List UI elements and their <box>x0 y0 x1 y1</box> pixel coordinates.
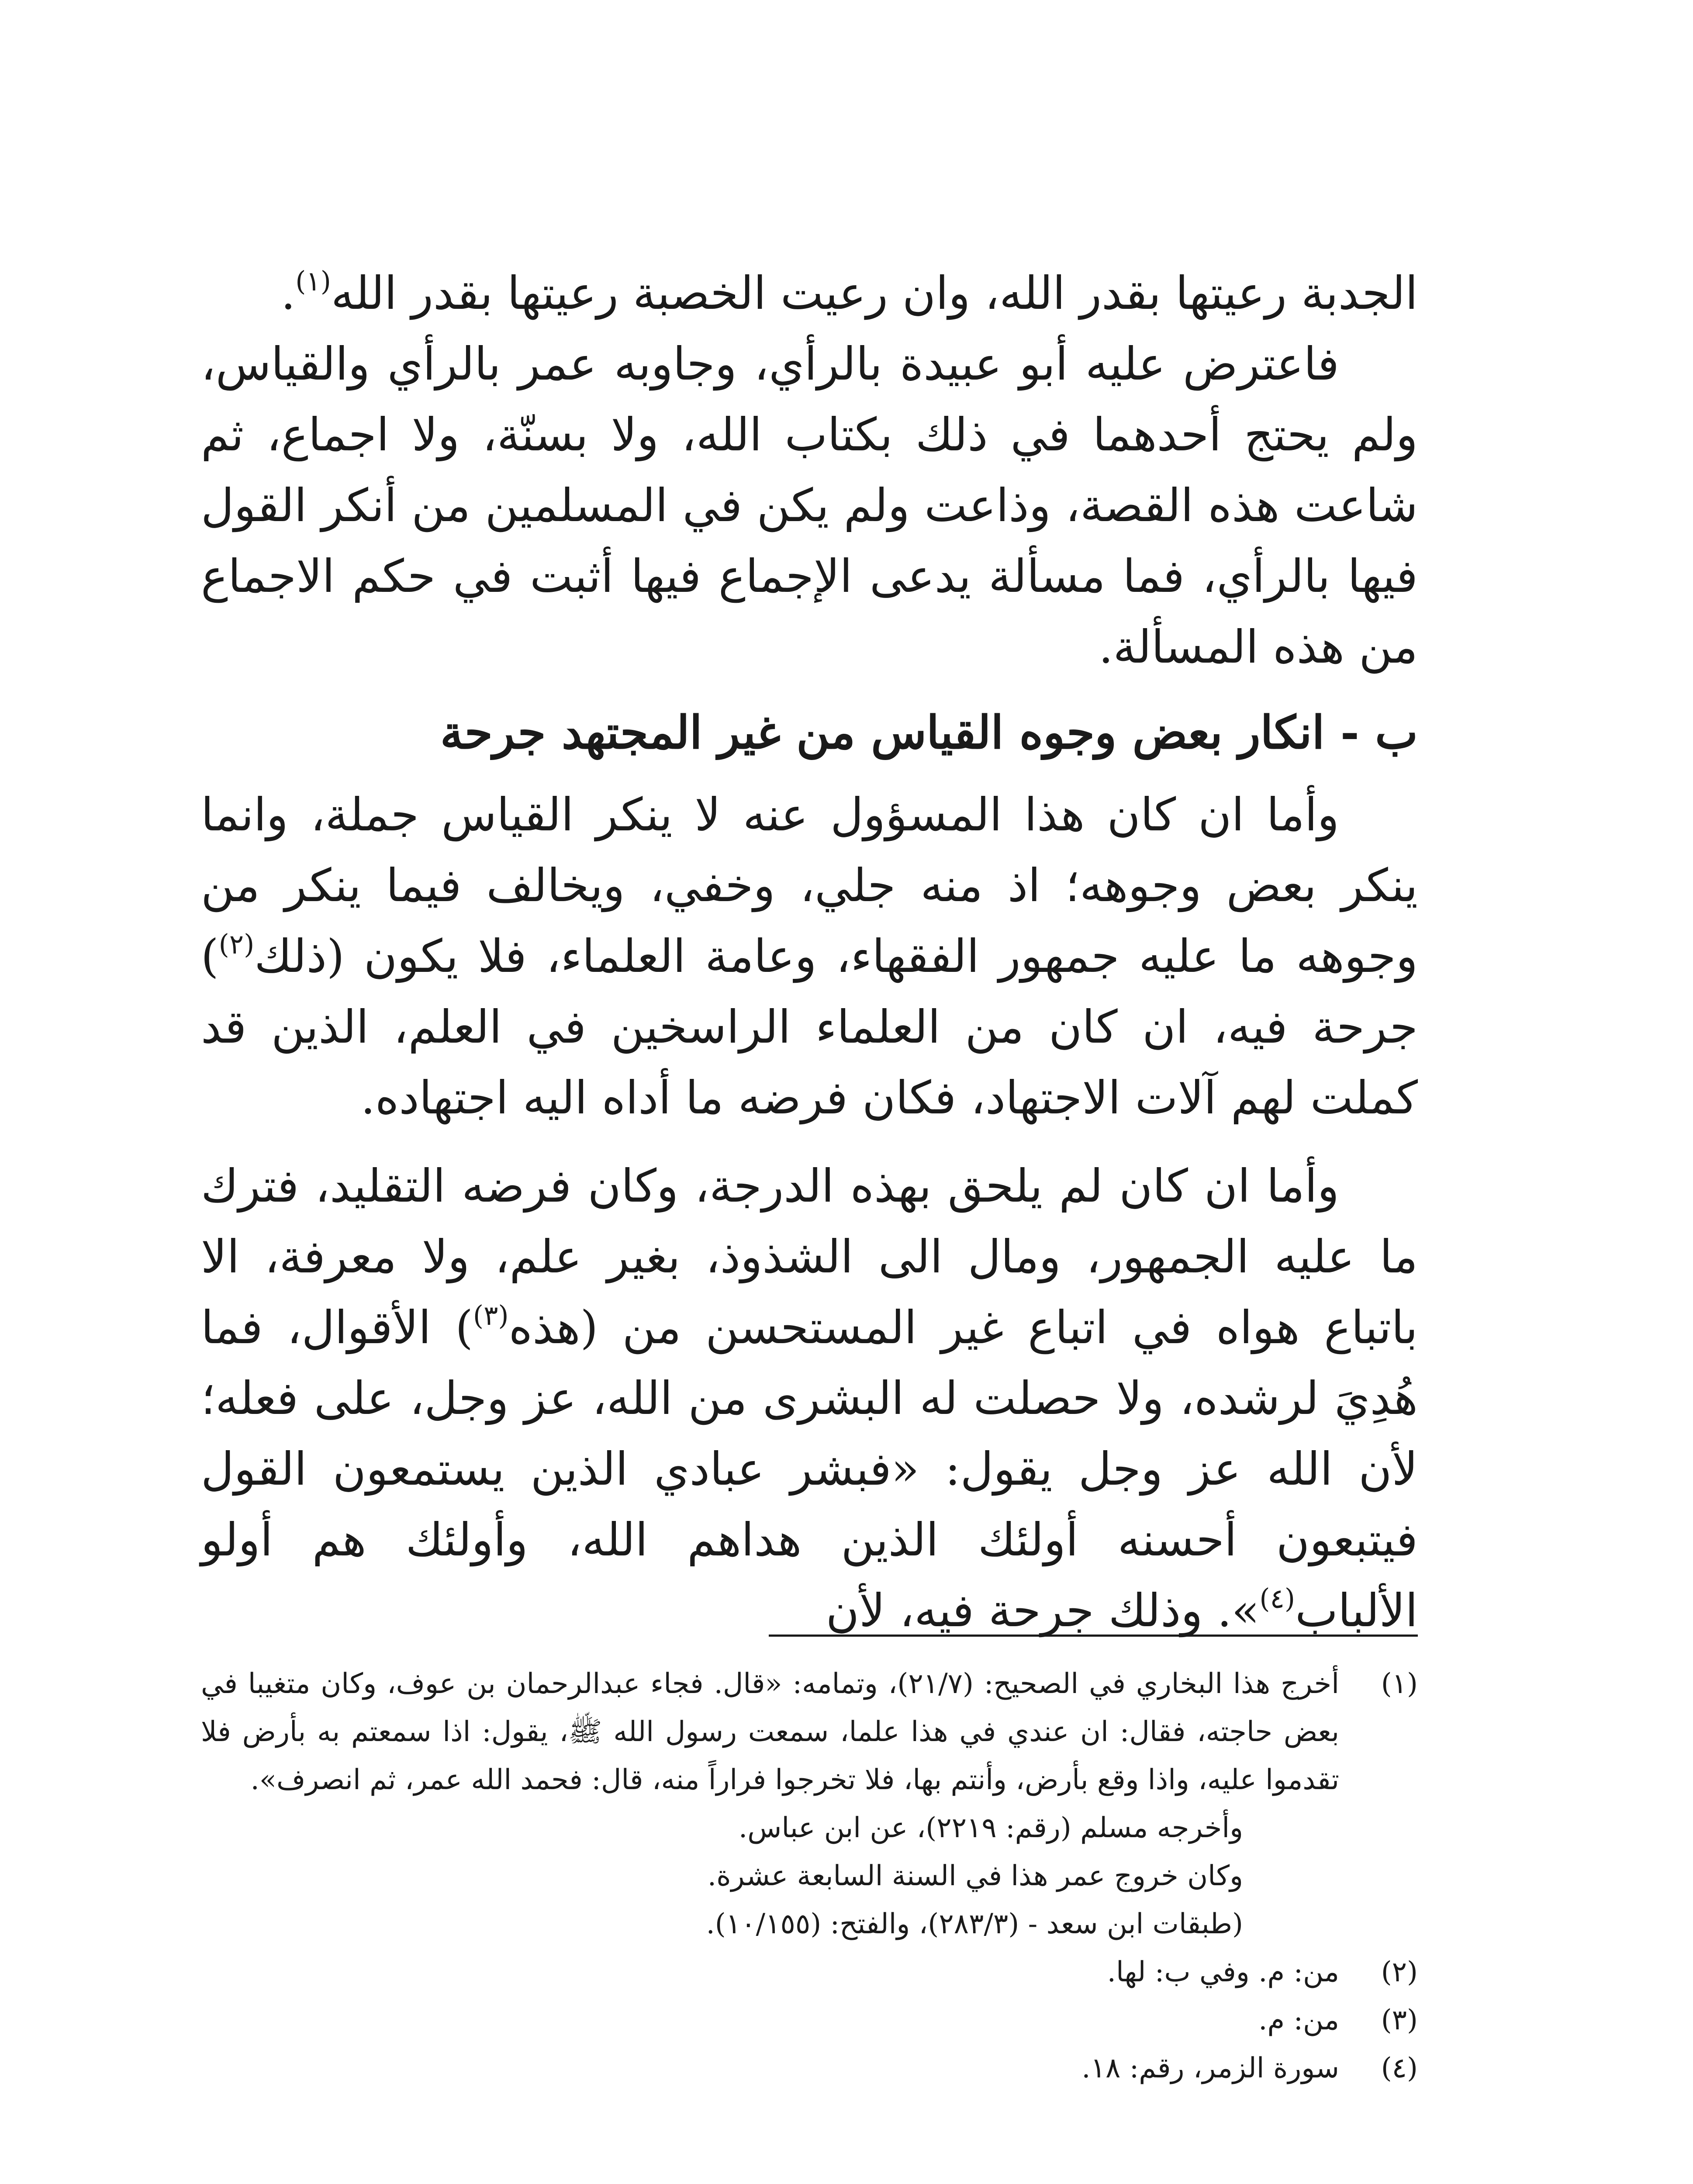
footnote-1-text: أخرج هذا البخاري في الصحيح: (٢١/٧)، وتمامه: «قال. فجاء عبدالرحمان بن عوف، وكان متغيبا في بعض حاجته، فقال: ان عندي في هذا علما، سمعت رسول الله ﷺ، يقول: اذا سمعتم به بأرض فلا تقدموا عليه، واذا وقع بأرض، وأنتم بها، فلا تخرجوا فراراً منه، قال: فحمد الله عمر، ثم انصرف». <box>201 1668 1340 1796</box>
paragraph-2: فاعترض عليه أبو عبيدة بالرأي، وجاوبه عمر بالرأي والقياس، ولم يحتج أحدهما في ذلك بكتاب الله، ولا بسنّة، ولا اجماع، ثم شاعت هذه القصة، وذاعت ولم يكن في المسلمين من أنكر القول فيها بالرأي، فما مسألة يدعى الإجماع فيها أثبت في حكم الاجماع من هذه المسألة. <box>201 337 1418 674</box>
paragraph-4-end: ». وذلك جرحة فيه، لأن <box>826 1584 1260 1637</box>
paragraph-3 <box>201 779 1418 1133</box>
footnote-4 <box>201 2044 1418 2092</box>
footnotes <box>201 1660 1418 2092</box>
footnote-2-text: من: م. وفي ب: لها. <box>1107 1956 1339 1988</box>
footnote-ref-1: (١) <box>295 265 331 297</box>
paragraph-4 <box>201 1151 1418 1646</box>
footnote-3-number: (٣) <box>1381 2004 1418 2036</box>
footnote-2-number: (٢) <box>1381 1956 1418 1988</box>
footnote-4-number: (٤) <box>1381 2052 1418 2084</box>
footnote-3 <box>201 1996 1418 2044</box>
paragraph-4-text: وأما ان كان لم يلحق بهذه الدرجة، وكان فرضه التقليد، فترك ما عليه الجمهور، ومال الى الشذوذ، بغير علم، ولا معرفة، الا باتباع هواه في اتباع غير المستحسن من (هذه <box>201 1159 1418 1354</box>
section-heading: ب - انكار بعض وجوه القياس من غير المجتهد جرحة <box>440 705 1418 759</box>
footnote-1-date: وكان خروج عمر هذا في السنة السابعة عشرة. <box>707 1860 1243 1892</box>
paragraph-1-end: . <box>281 266 296 320</box>
footnote-ref-2: (٢) <box>218 928 255 960</box>
footnote-ref-3: (٣) <box>473 1299 509 1331</box>
footnote-1-source-muslim: وأخرجه مسلم (رقم: ٢٢١٩)، عن ابن عباس. <box>738 1812 1243 1844</box>
footnote-separator <box>769 1635 1418 1637</box>
footnote-3-text: من: م. <box>1258 2004 1339 2036</box>
paragraph-3-rest: ) جرحة فيه، ان كان من العلماء الراسخين في العلم، الذين قد كملت لهم آلات الاجتهاد، فكان فرضه ما أداه اليه اجتهاده. <box>201 930 1418 1124</box>
footnote-4-text: سورة الزمر، رقم: ١٨. <box>1081 2052 1339 2084</box>
footnote-1-references: (طبقات ابن سعد - (٢٨٣/٣)، والفتح: (١٠/١٥٥). <box>706 1908 1243 1940</box>
footnote-1-number: (١) <box>1381 1668 1418 1700</box>
main-text <box>201 258 1418 1646</box>
footnote-ref-4: (٤) <box>1259 1583 1296 1614</box>
paragraph-1 <box>201 258 1418 328</box>
paragraph-1-text: الجدبة رعيتها بقدر الله، وان رعيت الخصبة رعيتها بقدر الله <box>331 266 1418 320</box>
footnote-1 <box>201 1660 1418 1804</box>
paragraph-3-text: وأما ان كان هذا المسؤول عنه لا ينكر القياس جملة، وانما ينكر بعض وجوهه؛ اذ منه جلي، وخفي، ويخالف فيما ينكر من وجوهه ما عليه جمهور الفقهاء، وعامة العلماء، فلا يكون (ذلك <box>201 788 1418 983</box>
paragraph-4-middle: ) الأقوال، فما هُدِيَ لرشده، ولا حصلت له البشرى من الله، عز وجل، على فعله؛ لأن الله عز وجل يقول: «فبشر عبادي الذين يستمعون القول فيتبعون أحسنه أولئك الذين هداهم الله، وأولئك هم أولو الألباب <box>201 1301 1418 1637</box>
footnote-2 <box>201 1948 1418 1996</box>
